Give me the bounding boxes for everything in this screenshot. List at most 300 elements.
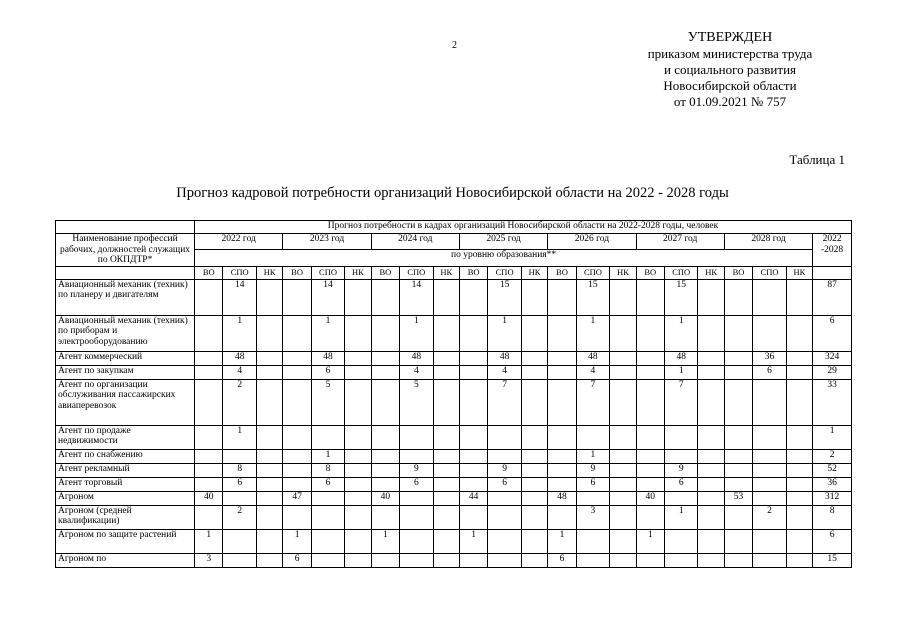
forecast-value-cell: [256, 315, 282, 351]
forecast-value-cell: [636, 351, 664, 365]
total-value-cell: 87: [813, 279, 852, 315]
forecast-value-cell: 1: [576, 315, 609, 351]
forecast-value-cell: [345, 529, 371, 553]
forecast-value-cell: [724, 425, 752, 449]
forecast-value-cell: [753, 425, 786, 449]
forecast-value-cell: 1: [371, 529, 399, 553]
year-header: 2024 год: [371, 234, 459, 250]
forecast-value-cell: [459, 463, 487, 477]
forecast-value-cell: [610, 279, 636, 315]
table-row: [56, 365, 852, 379]
forecast-value-cell: [371, 449, 399, 463]
forecast-value-cell: [433, 315, 459, 351]
forecast-value-cell: [345, 351, 371, 365]
total-value-cell: 33: [813, 379, 852, 425]
forecast-value-cell: [371, 351, 399, 365]
forecast-value-cell: [786, 477, 812, 491]
forecast-value-cell: [576, 529, 609, 553]
forecast-value-cell: [256, 425, 282, 449]
total-value-cell: 15: [813, 553, 852, 567]
forecast-value-cell: [548, 463, 576, 477]
forecast-value-cell: [786, 379, 812, 425]
forecast-value-cell: [724, 365, 752, 379]
forecast-value-cell: [488, 425, 521, 449]
total-value-cell: 1: [813, 425, 852, 449]
education-level-subheader: НК: [345, 266, 371, 279]
forecast-value-cell: 9: [400, 463, 433, 477]
forecast-value-cell: [610, 505, 636, 529]
forecast-value-cell: 48: [664, 351, 697, 365]
forecast-value-cell: [256, 529, 282, 553]
table-row: [56, 553, 852, 567]
forecast-value-cell: [195, 365, 223, 379]
forecast-value-cell: [521, 553, 547, 567]
forecast-value-cell: [371, 477, 399, 491]
forecast-value-cell: [610, 365, 636, 379]
forecast-value-cell: [521, 425, 547, 449]
forecast-value-cell: 48: [400, 351, 433, 365]
forecast-value-cell: [345, 505, 371, 529]
forecast-value-cell: [698, 553, 724, 567]
forecast-value-cell: [223, 491, 256, 505]
year-header: 2026 год: [548, 234, 636, 250]
forecast-value-cell: [195, 449, 223, 463]
forecast-value-cell: [371, 279, 399, 315]
education-level-subheader: НК: [786, 266, 812, 279]
forecast-value-cell: 1: [223, 315, 256, 351]
forecast-value-cell: 1: [223, 425, 256, 449]
forecast-value-cell: 15: [576, 279, 609, 315]
forecast-value-cell: [400, 425, 433, 449]
forecast-value-cell: [195, 477, 223, 491]
forecast-value-cell: 6: [283, 553, 311, 567]
approval-line: и социального развития: [663, 62, 797, 77]
forecast-value-cell: 36: [753, 351, 786, 365]
education-level-subheader: СПО: [753, 266, 786, 279]
forecast-value-cell: [753, 463, 786, 477]
approval-stamp: [610, 30, 850, 110]
forecast-value-cell: [195, 463, 223, 477]
forecast-value-cell: 1: [400, 315, 433, 351]
forecast-value-cell: [459, 425, 487, 449]
forecast-value-cell: 40: [371, 491, 399, 505]
forecast-value-cell: 1: [576, 449, 609, 463]
profession-name-cell: Агент коммерческий: [56, 351, 195, 365]
forecast-value-cell: [610, 315, 636, 351]
forecast-value-cell: [636, 315, 664, 351]
forecast-value-cell: [636, 477, 664, 491]
page-number: 2: [452, 40, 457, 51]
forecast-value-cell: [724, 529, 752, 553]
education-level-subheader: СПО: [311, 266, 344, 279]
forecast-value-cell: [610, 477, 636, 491]
forecast-value-cell: [753, 529, 786, 553]
forecast-value-cell: 1: [664, 505, 697, 529]
forecast-value-cell: 14: [223, 279, 256, 315]
forecast-value-cell: [345, 315, 371, 351]
education-level-subheader: НК: [256, 266, 282, 279]
forecast-value-cell: 6: [311, 365, 344, 379]
table-row: [56, 529, 852, 553]
forecast-value-cell: [433, 529, 459, 553]
forecast-value-cell: [223, 529, 256, 553]
forecast-value-cell: [786, 491, 812, 505]
forecast-value-cell: [256, 463, 282, 477]
forecast-value-cell: [548, 379, 576, 425]
document-title: Прогноз кадровой потребности организаций Новосибирской области на 2022 - 2028 годы: [176, 185, 729, 201]
forecast-value-cell: [636, 463, 664, 477]
forecast-value-cell: [698, 315, 724, 351]
forecast-value-cell: [256, 379, 282, 425]
forecast-value-cell: [521, 477, 547, 491]
forecast-value-cell: 15: [488, 279, 521, 315]
forecast-value-cell: [548, 425, 576, 449]
forecast-value-cell: 8: [223, 463, 256, 477]
forecast-value-cell: [724, 449, 752, 463]
forecast-value-cell: 8: [311, 463, 344, 477]
education-level-subheader: ВО: [636, 266, 664, 279]
forecast-value-cell: [753, 449, 786, 463]
forecast-value-cell: 1: [548, 529, 576, 553]
forecast-value-cell: [786, 365, 812, 379]
forecast-value-cell: 6: [400, 477, 433, 491]
forecast-value-cell: [400, 553, 433, 567]
forecast-value-cell: [256, 279, 282, 315]
forecast-value-cell: [283, 463, 311, 477]
forecast-value-cell: [576, 491, 609, 505]
forecast-value-cell: 3: [576, 505, 609, 529]
forecast-value-cell: 6: [753, 365, 786, 379]
forecast-value-cell: [256, 477, 282, 491]
year-header: 2023 год: [283, 234, 371, 250]
year-header: 2022 год: [195, 234, 283, 250]
approval-line: приказом министерства труда: [647, 46, 813, 61]
forecast-table: [55, 220, 852, 568]
education-level-subheader: ВО: [459, 266, 487, 279]
forecast-value-cell: [256, 491, 282, 505]
forecast-value-cell: [698, 449, 724, 463]
forecast-value-cell: [283, 365, 311, 379]
forecast-value-cell: [283, 505, 311, 529]
forecast-value-cell: [548, 477, 576, 491]
forecast-value-cell: [311, 505, 344, 529]
forecast-value-cell: 48: [311, 351, 344, 365]
forecast-value-cell: [195, 279, 223, 315]
education-level-header: по уровню образования**: [195, 250, 813, 266]
forecast-value-cell: [664, 553, 697, 567]
forecast-value-cell: [195, 505, 223, 529]
forecast-value-cell: [371, 553, 399, 567]
forecast-value-cell: 6: [548, 553, 576, 567]
total-value-cell: 29: [813, 365, 852, 379]
table-row: [56, 505, 852, 529]
forecast-value-cell: [698, 351, 724, 365]
profession-name-header: Наименование профессий рабочих, должностей служащих по ОКПДТР*: [56, 234, 195, 267]
forecast-value-cell: [345, 491, 371, 505]
education-level-subheader: СПО: [664, 266, 697, 279]
forecast-value-cell: [371, 315, 399, 351]
total-value-cell: 6: [813, 529, 852, 553]
forecast-value-cell: [433, 553, 459, 567]
profession-name-cell: Авиационный механик (техник) по планеру и двигателям: [56, 279, 195, 315]
forecast-value-cell: [786, 529, 812, 553]
forecast-value-cell: [400, 491, 433, 505]
forecast-value-cell: 4: [223, 365, 256, 379]
forecast-value-cell: [786, 425, 812, 449]
education-level-subheader: ВО: [724, 266, 752, 279]
forecast-value-cell: [433, 449, 459, 463]
forecast-value-cell: [459, 365, 487, 379]
total-header: 2022 -2028: [813, 234, 852, 267]
forecast-value-cell: [753, 279, 786, 315]
forecast-value-cell: [256, 365, 282, 379]
forecast-value-cell: 6: [664, 477, 697, 491]
forecast-value-cell: [433, 425, 459, 449]
education-level-subheader: ВО: [548, 266, 576, 279]
forecast-value-cell: [610, 529, 636, 553]
forecast-value-cell: [636, 449, 664, 463]
forecast-value-cell: 47: [283, 491, 311, 505]
approval-line: УТВЕРЖДЕН: [687, 30, 773, 45]
forecast-value-cell: [459, 477, 487, 491]
education-level-subheader: НК: [698, 266, 724, 279]
forecast-value-cell: [400, 449, 433, 463]
forecast-value-cell: [610, 351, 636, 365]
forecast-value-cell: 1: [459, 529, 487, 553]
forecast-value-cell: [311, 491, 344, 505]
forecast-value-cell: 53: [724, 491, 752, 505]
forecast-value-cell: 9: [488, 463, 521, 477]
forecast-value-cell: [753, 553, 786, 567]
forecast-value-cell: [400, 505, 433, 529]
total-value-cell: 324: [813, 351, 852, 365]
forecast-value-cell: [786, 463, 812, 477]
forecast-value-cell: 48: [548, 491, 576, 505]
forecast-value-cell: [576, 425, 609, 449]
forecast-value-cell: 1: [283, 529, 311, 553]
education-level-subheader: ВО: [283, 266, 311, 279]
forecast-value-cell: [548, 279, 576, 315]
forecast-value-cell: [698, 505, 724, 529]
forecast-value-cell: [256, 449, 282, 463]
forecast-value-cell: [636, 365, 664, 379]
forecast-value-cell: [371, 365, 399, 379]
forecast-value-cell: 7: [576, 379, 609, 425]
profession-name-cell: Авиационный механик (техник) по приборам и электрооборудованию: [56, 315, 195, 351]
table-row: [56, 279, 852, 315]
approval-line: от 01.09.2021 № 757: [673, 94, 787, 109]
forecast-value-cell: [521, 379, 547, 425]
forecast-value-cell: 2: [223, 505, 256, 529]
forecast-value-cell: 48: [576, 351, 609, 365]
forecast-value-cell: [698, 379, 724, 425]
year-header: 2025 год: [459, 234, 547, 250]
profession-name-cell: Агроном (средней квалификации): [56, 505, 195, 529]
forecast-value-cell: [283, 477, 311, 491]
forecast-value-cell: [786, 449, 812, 463]
forecast-value-cell: 9: [664, 463, 697, 477]
forecast-value-cell: [610, 379, 636, 425]
forecast-value-cell: [724, 351, 752, 365]
forecast-value-cell: [459, 379, 487, 425]
education-level-subheader: ВО: [195, 266, 223, 279]
forecast-value-cell: [433, 477, 459, 491]
forecast-value-cell: [371, 505, 399, 529]
forecast-value-cell: [521, 505, 547, 529]
forecast-value-cell: [256, 505, 282, 529]
forecast-value-cell: [459, 505, 487, 529]
forecast-value-cell: 1: [636, 529, 664, 553]
forecast-value-cell: 1: [195, 529, 223, 553]
forecast-value-cell: [724, 477, 752, 491]
forecast-value-cell: 7: [664, 379, 697, 425]
forecast-value-cell: [698, 365, 724, 379]
forecast-value-cell: 9: [576, 463, 609, 477]
forecast-value-cell: [724, 553, 752, 567]
total-value-cell: 312: [813, 491, 852, 505]
forecast-value-cell: [698, 463, 724, 477]
forecast-value-cell: [488, 529, 521, 553]
forecast-value-cell: [521, 315, 547, 351]
forecast-value-cell: [548, 351, 576, 365]
forecast-value-cell: [433, 491, 459, 505]
forecast-value-cell: [610, 553, 636, 567]
profession-name-cell: Агент рекламный: [56, 463, 195, 477]
forecast-value-cell: 4: [576, 365, 609, 379]
forecast-value-cell: [223, 553, 256, 567]
forecast-value-cell: 1: [311, 449, 344, 463]
forecast-value-cell: [521, 365, 547, 379]
table-row: [56, 351, 852, 365]
forecast-value-cell: [311, 425, 344, 449]
forecast-value-cell: [786, 351, 812, 365]
forecast-value-cell: [724, 279, 752, 315]
forecast-value-cell: [256, 351, 282, 365]
table-row: [56, 463, 852, 477]
forecast-value-cell: [283, 351, 311, 365]
forecast-value-cell: [548, 449, 576, 463]
education-level-subheader: НК: [433, 266, 459, 279]
forecast-value-cell: [345, 553, 371, 567]
forecast-value-cell: [724, 315, 752, 351]
table-row: [56, 491, 852, 505]
forecast-value-cell: [786, 279, 812, 315]
forecast-value-cell: [753, 315, 786, 351]
forecast-value-cell: [753, 379, 786, 425]
forecast-value-cell: [195, 351, 223, 365]
forecast-value-cell: [548, 505, 576, 529]
forecast-value-cell: [548, 315, 576, 351]
forecast-value-cell: 5: [400, 379, 433, 425]
total-value-cell: 2: [813, 449, 852, 463]
forecast-value-cell: 6: [223, 477, 256, 491]
forecast-value-cell: [636, 553, 664, 567]
forecast-value-cell: 48: [223, 351, 256, 365]
forecast-value-cell: [371, 379, 399, 425]
forecast-value-cell: [345, 477, 371, 491]
forecast-value-cell: [636, 425, 664, 449]
forecast-value-cell: [345, 449, 371, 463]
forecast-value-cell: [488, 505, 521, 529]
forecast-value-cell: 14: [311, 279, 344, 315]
forecast-value-cell: 1: [664, 315, 697, 351]
forecast-value-cell: [459, 553, 487, 567]
forecast-value-cell: [400, 529, 433, 553]
forecast-value-cell: [664, 491, 697, 505]
forecast-value-cell: [786, 315, 812, 351]
table-row: [56, 379, 852, 425]
forecast-value-cell: 6: [488, 477, 521, 491]
forecast-value-cell: [433, 379, 459, 425]
forecast-value-cell: [698, 491, 724, 505]
year-header: 2028 год: [724, 234, 812, 250]
forecast-value-cell: [283, 425, 311, 449]
table-row: [56, 477, 852, 491]
table-row: [56, 449, 852, 463]
forecast-value-cell: [610, 449, 636, 463]
forecast-value-cell: [488, 553, 521, 567]
forecast-value-cell: 4: [400, 365, 433, 379]
forecast-value-cell: [283, 315, 311, 351]
forecast-value-cell: [488, 449, 521, 463]
forecast-value-cell: [311, 529, 344, 553]
forecast-value-cell: [698, 529, 724, 553]
blank-subheader-cell: [813, 266, 852, 279]
forecast-value-cell: [371, 463, 399, 477]
year-header: 2027 год: [636, 234, 724, 250]
forecast-value-cell: 44: [459, 491, 487, 505]
forecast-value-cell: [433, 463, 459, 477]
forecast-value-cell: [345, 365, 371, 379]
forecast-value-cell: [636, 279, 664, 315]
table-row: [56, 315, 852, 351]
forecast-value-cell: [724, 379, 752, 425]
forecast-value-cell: 1: [664, 365, 697, 379]
forecast-value-cell: 7: [488, 379, 521, 425]
education-level-subheader: ВО: [371, 266, 399, 279]
education-level-subheader: СПО: [576, 266, 609, 279]
forecast-value-cell: [195, 425, 223, 449]
forecast-value-cell: [521, 279, 547, 315]
forecast-value-cell: [195, 379, 223, 425]
forecast-value-cell: 14: [400, 279, 433, 315]
forecast-value-cell: 48: [488, 351, 521, 365]
profession-name-cell: Агент по продаже недвижимости: [56, 425, 195, 449]
forecast-value-cell: [610, 425, 636, 449]
forecast-value-cell: 1: [311, 315, 344, 351]
education-level-subheader: НК: [610, 266, 636, 279]
forecast-value-cell: [433, 279, 459, 315]
forecast-value-cell: 40: [636, 491, 664, 505]
table-row: [56, 425, 852, 449]
forecast-value-cell: [345, 379, 371, 425]
forecast-value-cell: 6: [576, 477, 609, 491]
forecast-value-cell: [521, 529, 547, 553]
forecast-value-cell: [433, 351, 459, 365]
forecast-header: Прогноз потребности в кадрах организаций Новосибирской области на 2022-2028 годы, человек: [195, 221, 852, 234]
forecast-value-cell: [283, 379, 311, 425]
forecast-value-cell: [459, 449, 487, 463]
forecast-value-cell: [433, 365, 459, 379]
forecast-value-cell: [698, 425, 724, 449]
forecast-value-cell: 15: [664, 279, 697, 315]
forecast-value-cell: [610, 491, 636, 505]
education-level-subheader: СПО: [488, 266, 521, 279]
forecast-value-cell: [459, 315, 487, 351]
forecast-value-cell: [371, 425, 399, 449]
profession-name-cell: Агент по снабжению: [56, 449, 195, 463]
profession-name-cell: Агроном по защите растений: [56, 529, 195, 553]
